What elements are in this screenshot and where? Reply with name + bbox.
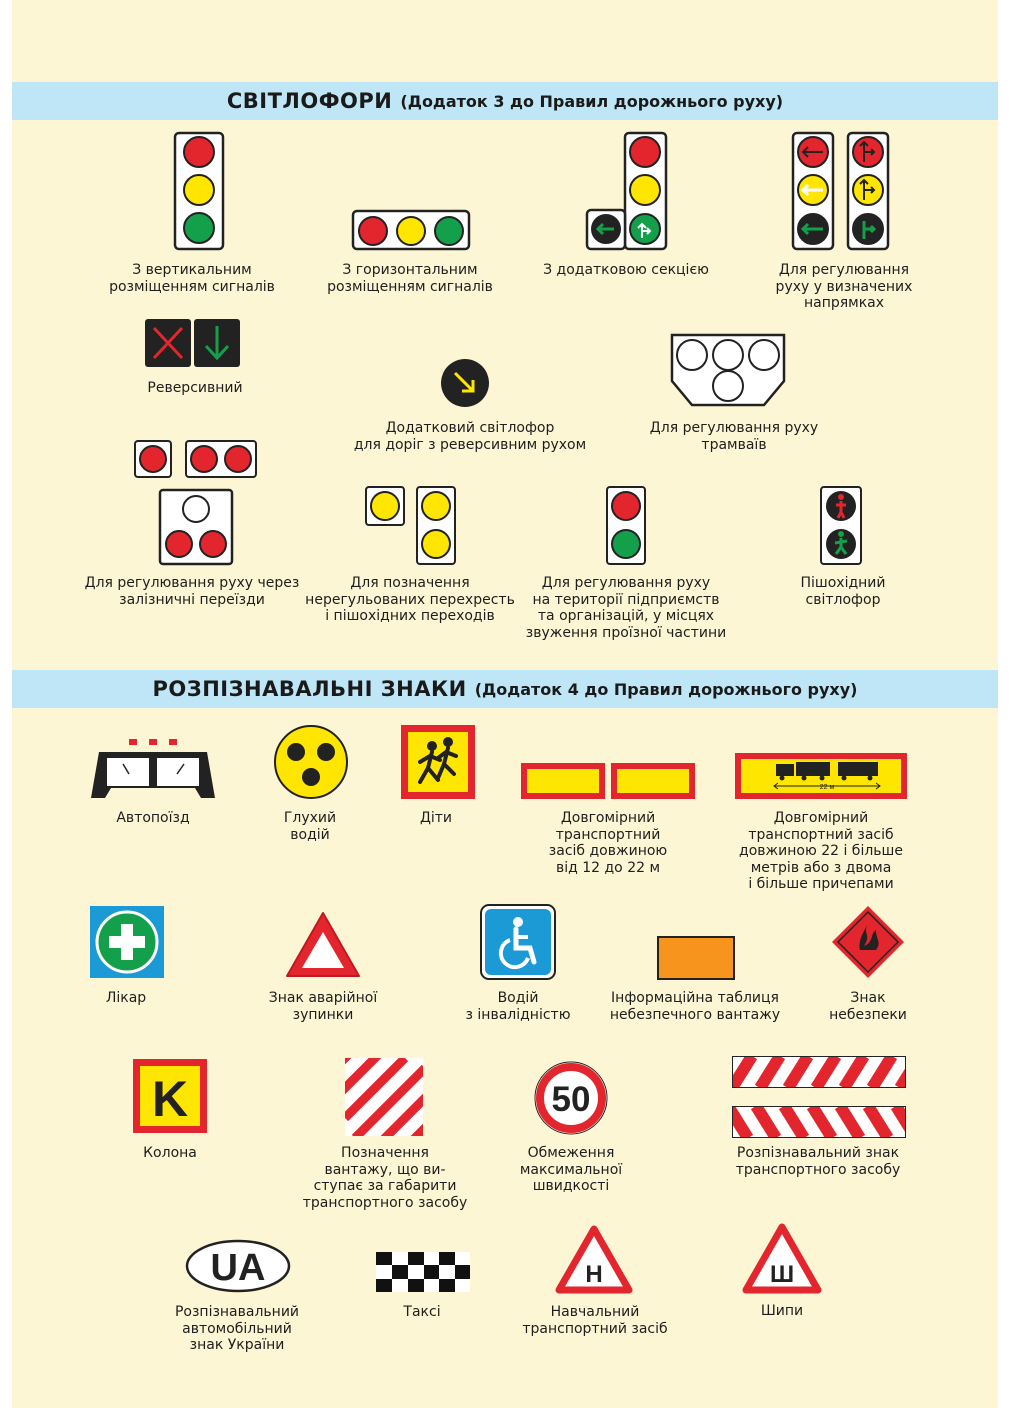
vertical-traffic-light-icon xyxy=(174,132,224,250)
caption-speed-limit: Обмеження максимальної швидкості xyxy=(519,1145,623,1194)
caption-reversible: Реверсивний xyxy=(147,380,243,396)
caption-oversize-cargo: Позначення вантажу, що ви- ступає за габарити транспортного засобу xyxy=(302,1145,468,1211)
oversize-cargo-sign-icon xyxy=(345,1058,423,1136)
caption-reversible-roads: Додатковий світлофор для доріг з реверсивним рухом xyxy=(353,420,587,453)
caption-additional-section: З додатковою секцією xyxy=(543,262,709,278)
section-subtitle: (Додаток 4 до Правил дорожнього руху) xyxy=(474,679,858,699)
caption-enterprises: Для регулювання руху на території підприємств та організацій, у місцях звуження проїзної частини xyxy=(525,575,727,641)
danger-sign-icon xyxy=(830,904,906,980)
caption-taxi: Таксі xyxy=(403,1304,441,1320)
caption-deaf-driver: Глухий водій xyxy=(283,810,337,843)
long-vehicle-22-sign-icon xyxy=(734,752,908,800)
vehicle-mark-sign-icon xyxy=(732,1056,906,1138)
studs-letter: Ш xyxy=(769,1261,795,1288)
reversible-roads-light-icon xyxy=(440,358,490,408)
caption-children: Діти xyxy=(419,810,453,826)
section-header-traffic-lights xyxy=(12,82,998,120)
caption-road-train: Автопоїзд xyxy=(116,810,190,826)
caption-unregulated: Для позначення нерегульованих перехресть і пішохідних переходів xyxy=(305,575,515,624)
studs-sign-icon xyxy=(743,1224,821,1294)
caption-directional-lights: Для регулювання руху у визначених напрямках xyxy=(775,262,913,311)
disabled-driver-sign-icon xyxy=(480,904,556,980)
column-sign-icon xyxy=(132,1058,208,1134)
caption-vehicle-mark: Розпізнавальний знак транспортного засобу xyxy=(735,1145,901,1178)
page xyxy=(12,0,998,1408)
section-header-signs xyxy=(12,670,998,708)
railway-crossing-light-icon xyxy=(134,440,258,566)
ua-text: UA xyxy=(210,1247,266,1289)
caption-trams: Для регулювання руху трамваїв xyxy=(649,420,819,453)
caption-long-vehicle: Довгомірний транспортний засіб довжиною від 12 до 22 м xyxy=(548,810,668,876)
directional-traffic-lights-icon xyxy=(792,132,890,250)
section-title: РОЗПІЗНАВАЛЬНІ ЗНАКИ xyxy=(152,677,467,701)
hazard-table-icon xyxy=(657,936,735,980)
caption-horizontal-light: З горизонтальним розміщенням сигналів xyxy=(327,262,493,295)
pedestrian-light-icon xyxy=(820,486,862,566)
caption-doctor: Лікар xyxy=(105,990,147,1006)
deaf-driver-sign-icon xyxy=(273,724,349,800)
doctor-sign-icon xyxy=(89,905,165,979)
caption-training: Навчальний транспортний засіб xyxy=(522,1304,668,1337)
caption-danger: Знак небезпеки xyxy=(829,990,907,1023)
caption-ua-mark: Розпізнавальний автомобільний знак України xyxy=(174,1304,300,1353)
speed-limit-sign-icon xyxy=(533,1060,609,1136)
road-train-sign-icon xyxy=(89,738,217,800)
caption-railway: Для регулювання руху через залізничні переїзди xyxy=(84,575,300,608)
caption-pedestrian: Пішохідний світлофор xyxy=(800,575,886,608)
caption-long-vehicle-22: Довгомірний транспортний засіб довжиною 22 і більше метрів або з двома і більше причепами xyxy=(739,810,903,892)
horizontal-traffic-light-icon xyxy=(352,210,470,250)
long-vehicle-sign-icon xyxy=(520,762,696,800)
speed-value: 50 xyxy=(551,1080,591,1119)
caption-column: Колона xyxy=(143,1145,197,1161)
caption-emergency-stop: Знак аварійної зупинки xyxy=(268,990,378,1023)
training-vehicle-sign-icon xyxy=(556,1226,632,1294)
reversible-light-icon xyxy=(144,318,242,368)
taxi-sign-icon xyxy=(376,1252,470,1292)
column-letter: K xyxy=(151,1071,189,1127)
caption-hazard-table: Інформаційна таблиця небезпечного вантажу xyxy=(609,990,781,1023)
additional-section-light-icon xyxy=(586,132,668,250)
children-sign-icon xyxy=(400,724,476,800)
emergency-stop-sign-icon xyxy=(284,910,362,980)
unregulated-crossing-light-icon xyxy=(365,486,457,566)
plate-length-label: 22 м xyxy=(819,784,835,791)
ua-mark-sign-icon xyxy=(186,1240,290,1292)
section-subtitle: (Додаток 3 до Правил дорожнього руху) xyxy=(400,91,784,111)
tram-light-icon xyxy=(668,333,788,407)
caption-disabled-driver: Водій з інвалідністю xyxy=(465,990,571,1023)
training-letter: Н xyxy=(585,1261,603,1288)
caption-vertical-light: З вертикальним розміщенням сигналів xyxy=(109,262,275,295)
caption-studs: Шипи xyxy=(760,1303,804,1319)
enterprise-light-icon xyxy=(606,486,646,566)
section-title: СВІТЛОФОРИ xyxy=(226,89,393,113)
